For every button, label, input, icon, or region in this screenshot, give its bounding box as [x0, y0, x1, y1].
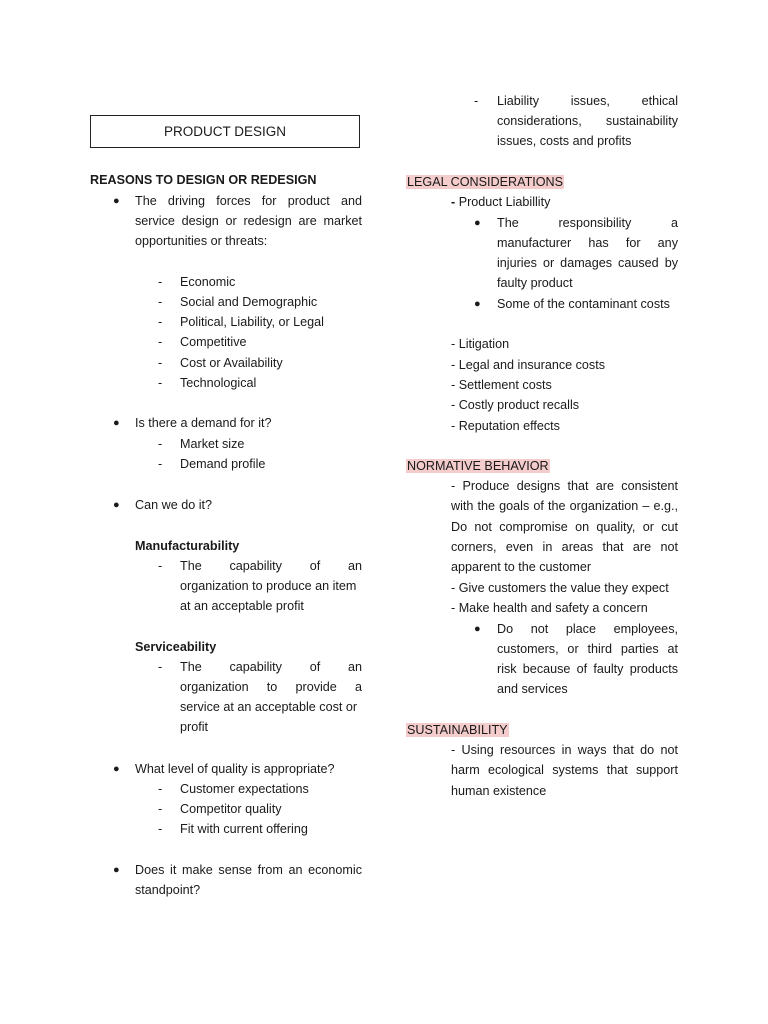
paragraph-line: - Using resources in ways that do not — [451, 743, 678, 757]
paragraph-line: risk because of faulty products — [497, 662, 678, 676]
list-item: - Reputation effects — [451, 419, 560, 433]
heading-highlight: NORMATIVE BEHAVIOR — [407, 459, 549, 473]
section-heading-normative — [406, 457, 550, 475]
paragraph-line: Do not place employees, — [497, 622, 678, 636]
bullet-icon: ● — [474, 217, 481, 229]
list-item: Economic — [180, 275, 236, 289]
dash-marker: - — [158, 437, 163, 451]
dash-marker: - — [158, 295, 163, 309]
product-liability-label: Product Liabillity — [458, 195, 551, 209]
list-item: - Costly product recalls — [451, 398, 580, 412]
list-item: Demand profile — [180, 457, 266, 471]
paragraph-line: considerations, sustainability — [497, 114, 678, 128]
list-item: - Settlement costs — [451, 378, 552, 392]
paragraph-line: injuries or damages caused by — [497, 256, 678, 270]
list-item: Market size — [180, 437, 245, 451]
bullet-icon: ● — [474, 623, 481, 635]
bullet-icon: ● — [113, 195, 120, 207]
dash-marker: - — [158, 376, 163, 390]
paragraph-line: The capability of an — [180, 660, 362, 674]
list-item: Fit with current offering — [180, 822, 308, 836]
list-item: Customer expectations — [180, 782, 309, 796]
paragraph-line: human existence — [451, 784, 547, 798]
paragraph-line: Do not compromise on quality, or cut — [451, 520, 678, 534]
paragraph-line: apparent to the customer — [451, 560, 592, 574]
heading-highlight: LEGAL CONSIDERATIONS — [407, 175, 564, 189]
list-item: - Litigation — [451, 337, 510, 351]
list-item: Technological — [180, 376, 257, 390]
paragraph-line: manufacturer has for any — [497, 236, 678, 250]
paragraph-line: The driving forces for product and — [135, 194, 362, 208]
section-heading-legal — [406, 173, 564, 191]
paragraph-line: What level of quality is appropriate? — [135, 762, 335, 776]
paragraph-line: and services — [497, 682, 568, 696]
paragraph-line: service design or redesign are market — [135, 214, 362, 228]
paragraph-line: The capability of an — [180, 559, 362, 573]
list-item: Competitive — [180, 335, 247, 349]
paragraph-line: faulty product — [497, 276, 573, 290]
paragraph-line: The responsibility a — [497, 216, 678, 230]
dash-marker: - — [158, 335, 163, 349]
paragraph-line: Liability issues, ethical — [497, 94, 678, 108]
paragraph-line: corners, even in areas that are not — [451, 540, 678, 554]
list-item: Political, Liability, or Legal — [180, 315, 324, 329]
bullet-icon: ● — [113, 417, 120, 429]
paragraph-line: - Make health and safety a concern — [451, 601, 648, 615]
dash-marker: - — [158, 356, 163, 370]
bullet-icon: ● — [474, 298, 481, 310]
subheading-manufacturability: Manufacturability — [135, 539, 240, 553]
paragraph-line: organization to produce an item — [180, 579, 357, 593]
dash-marker: - — [158, 315, 163, 329]
paragraph-line: at an acceptable profit — [180, 599, 304, 613]
paragraph-line: harm ecological systems that support — [451, 763, 678, 777]
list-item: Competitor quality — [180, 802, 282, 816]
bullet-icon: ● — [113, 499, 120, 511]
dash-marker: - — [158, 822, 163, 836]
list-item: Cost or Availability — [180, 356, 283, 370]
list-item: Social and Demographic — [180, 295, 318, 309]
paragraph-line: with the goals of the organization – e.g., — [451, 499, 678, 513]
dash-marker: - — [474, 94, 479, 108]
subheading-serviceability: Serviceability — [135, 640, 217, 654]
heading-highlight: SUSTAINABILITY — [407, 723, 508, 737]
paragraph-line: opportunities or threats: — [135, 234, 268, 248]
paragraph-line: Some of the contaminant costs — [497, 297, 670, 311]
dash-marker: - — [158, 782, 163, 796]
paragraph-line: organization to provide a — [180, 680, 362, 694]
dash-marker: - — [158, 802, 163, 816]
bullet-icon: ● — [113, 864, 120, 876]
paragraph-line: profit — [180, 720, 208, 734]
dash-marker: - — [158, 559, 163, 573]
paragraph-line: - Produce designs that are consistent — [451, 479, 678, 493]
list-item: - Legal and insurance costs — [451, 358, 606, 372]
paragraph-line: Can we do it? — [135, 498, 213, 512]
paragraph-line: service at an acceptable cost or — [180, 700, 358, 714]
paragraph-line: Does it make sense from an economic — [135, 863, 362, 877]
page-title: PRODUCT DESIGN — [90, 115, 360, 148]
paragraph-line: standpoint? — [135, 883, 201, 897]
legal-sub-line: - Product Liabillity — [451, 195, 551, 209]
paragraph-line: customers, or third parties at — [497, 642, 678, 656]
dash-marker: - — [158, 457, 163, 471]
dash-marker: - — [158, 275, 163, 289]
section-heading-reasons: REASONS TO DESIGN OR REDESIGN — [90, 173, 317, 187]
section-heading-sustainability — [406, 721, 509, 739]
paragraph-line: issues, costs and profits — [497, 134, 632, 148]
bullet-icon: ● — [113, 763, 120, 775]
dash-marker: - — [158, 660, 163, 674]
paragraph-line: - Give customers the value they expect — [451, 581, 669, 595]
paragraph-line: Is there a demand for it? — [135, 416, 272, 430]
